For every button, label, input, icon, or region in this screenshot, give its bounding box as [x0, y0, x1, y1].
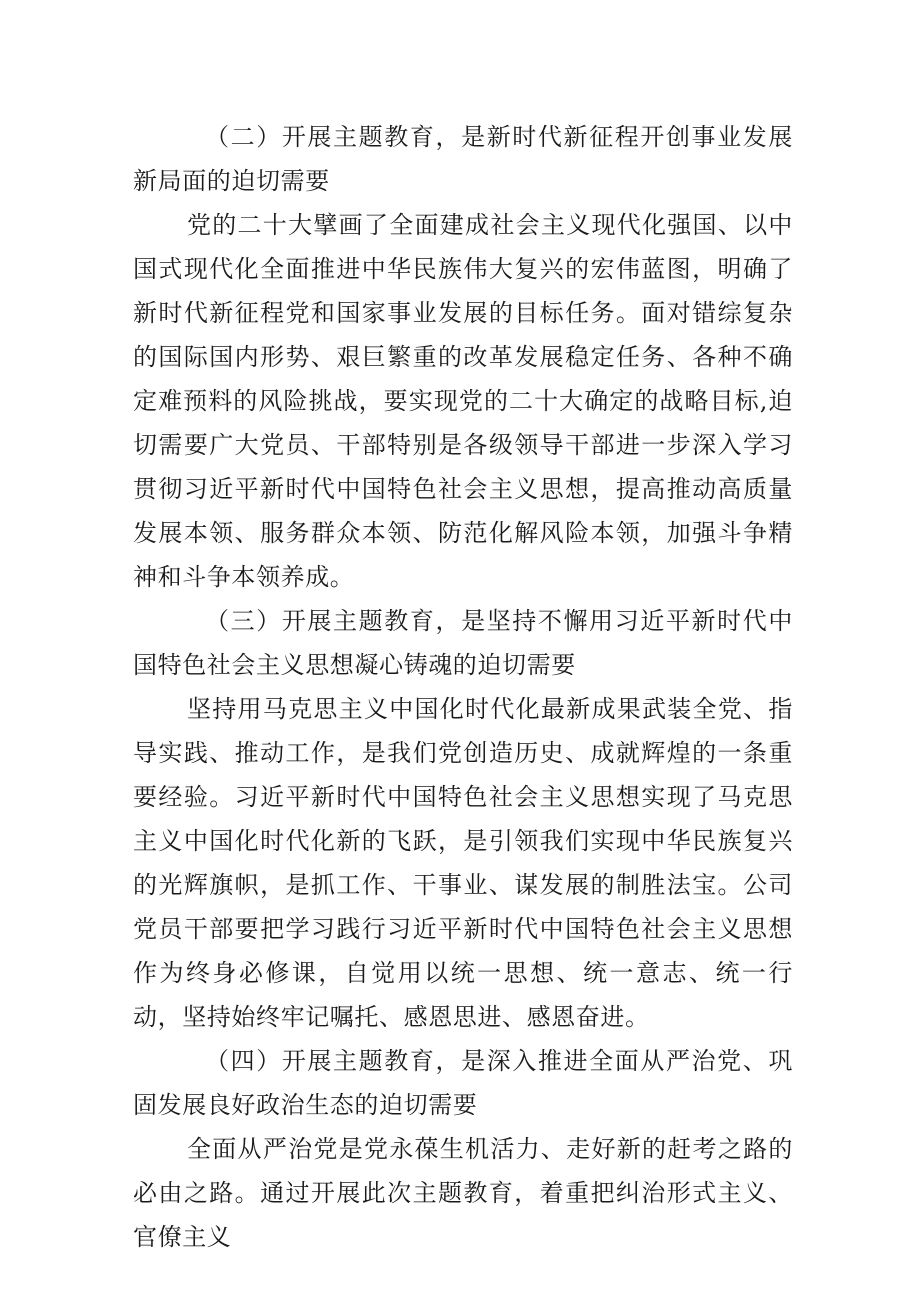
section-heading-3: （三）开展主题教育，是坚持不懈用习近平新时代中国特色社会主义思想凝心铸魂的迫切需要	[133, 607, 793, 679]
section-paragraph-2: 党的二十大擘画了全面建成社会主义现代化强国、以中国式现代化全面推进中华民族伟大复兴的宏伟蓝图，明确了新时代新征程党和国家事业发展的目标任务。面对错综复杂的国际国内形势、艰巨繁重的改革发展稳定任务、各种不确定难预料的风险挑战，要实现党的二十大确定的战略目标,迫切需要广大党员、干部特别是各级领导干部进一步深入学习贯彻习近平新时代中国特色社会主义思想，提高推动高质量发展本领、服务群众本领、防范化解风险本领，加强斗争精神和斗争本领养成。	[133, 211, 793, 591]
document-body	[133, 115, 793, 1259]
section-heading-2: （二）开展主题教育，是新时代新征程开创事业发展新局面的迫切需要	[133, 123, 793, 195]
section-paragraph-3: 坚持用马克思主义中国化时代化最新成果武装全党、指导实践、推动工作，是我们党创造历史、成就辉煌的一条重要经验。习近平新时代中国特色社会主义思想实现了马克思主义中国化时代化新的飞跃，是引领我们实现中华民族复兴的光辉旗帜，是抓工作、干事业、谋发展的制胜法宝。公司党员干部要把学习践行习近平新时代中国特色社会主义思想作为终身必修课，自觉用以统一思想、统一意志、统一行动，坚持始终牢记嘱托、感恩思进、感恩奋进。	[133, 695, 793, 1031]
section-paragraph-4: 全面从严治党是党永葆生机活力、走好新的赶考之路的必由之路。通过开展此次主题教育，着重把纠治形式主义、官僚主义	[133, 1135, 793, 1251]
section-heading-4: （四）开展主题教育，是深入推进全面从严治党、巩固发展良好政治生态的迫切需要	[133, 1047, 793, 1119]
